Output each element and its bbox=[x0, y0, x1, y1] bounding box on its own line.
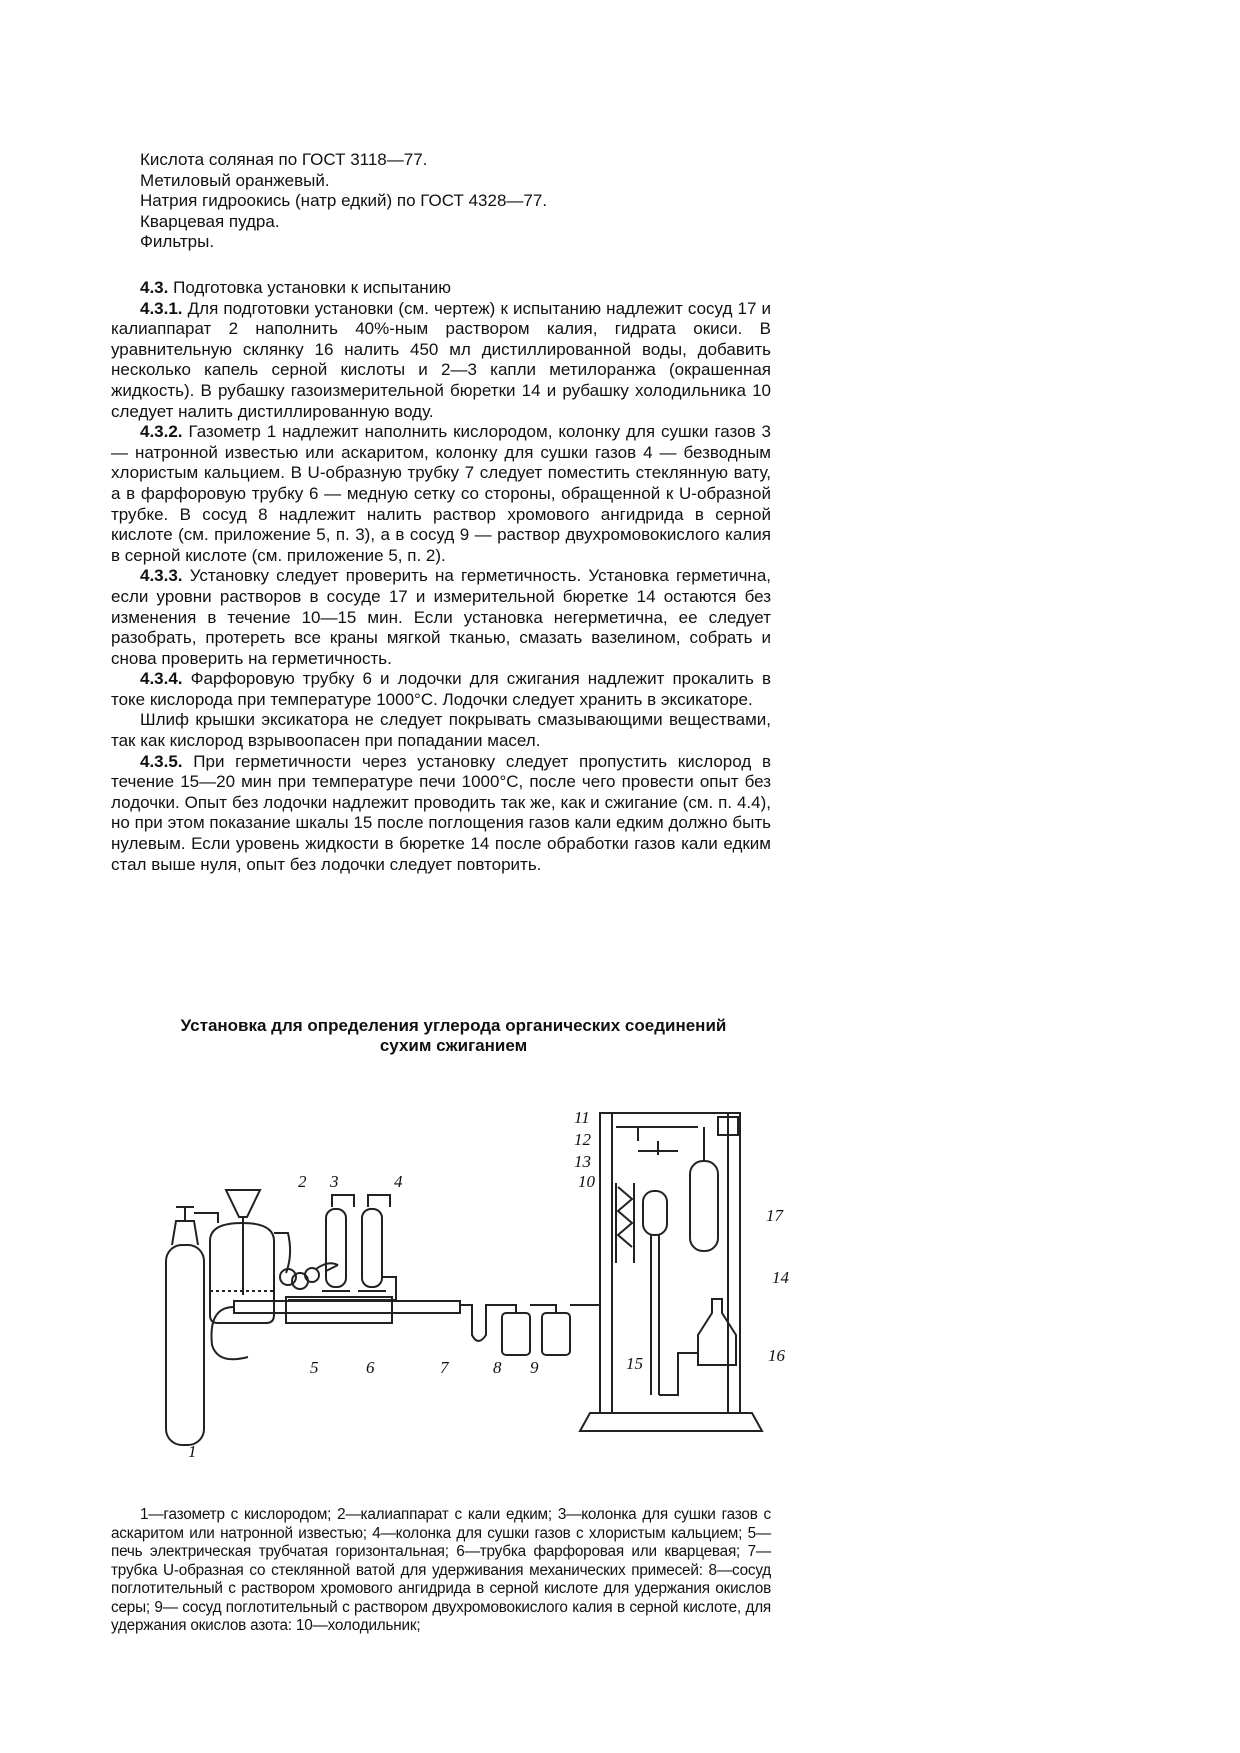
burette-stand bbox=[578, 1113, 762, 1431]
paragraph-text: При герметичности через установку следует пропустить кислород в течение 15—20 мин при температуре печи 1000°С, после чего провести опыт без лодочки. Опыт без лодочки надлежит проводить так же, как и сжигание (см. п. 4.4), но при этом показание шкалы 15 после поглощения газов кали едким должно быть нулевым. Если уровень жидкости в бюретке 14 после обработки газов кали едким стал выше нуля, опыт без лодочки следует повторить. bbox=[111, 751, 771, 874]
material-item: Натрия гидроокись (натр едкий) по ГОСТ 4328—77. bbox=[140, 191, 548, 211]
paragraph-number: 4.3.2. bbox=[140, 422, 183, 442]
label-15: 15 bbox=[626, 1354, 643, 1373]
drying-column-3 bbox=[322, 1195, 354, 1291]
paragraph-note bbox=[111, 710, 771, 751]
paragraph-number: 4.3.1. bbox=[140, 298, 183, 318]
absorber-9 bbox=[542, 1313, 570, 1355]
levelling-tube bbox=[659, 1353, 698, 1395]
section-number: 4.3. bbox=[140, 278, 169, 297]
legend-text: 1—газометр с кислородом; 2—калиаппарат с кали едким; 3—колонка для сушки газов с аскаритом или натронной известью; 4—колонка для сушки газов с хлористым кальцием; 5— печь электрическая трубчатая горизонтальная; 6—трубка фарфоровая или кварцевая; 7—трубка U-образная со стеклянной ватой для удерживания механических примесей: 8—сосуд поглотительный с раствором хромового ангидрида в серной кислоте для удержания окислов серы; 9— сосуд поглотительный с раствором двухромовокислого калия в серной кислоте, для удержания окислов азота: 10—холодильник; bbox=[111, 1506, 771, 1634]
label-4: 4 bbox=[394, 1172, 403, 1191]
paragraph-number: 4.3.4. bbox=[140, 669, 183, 689]
condenser-10 bbox=[616, 1183, 634, 1263]
paragraph-4-3-2 bbox=[111, 422, 771, 566]
label-1: 1 bbox=[188, 1442, 197, 1461]
taps-11-12-13 bbox=[616, 1127, 698, 1155]
material-item: Фильтры. bbox=[140, 232, 215, 252]
label-7: 7 bbox=[440, 1358, 449, 1377]
figure-title-line-1: Установка для определения углерода органических соединений bbox=[180, 1016, 727, 1035]
paragraph-number: 4.3.5. bbox=[140, 751, 183, 771]
levelling-bottle-16 bbox=[698, 1299, 736, 1365]
label-2: 2 bbox=[298, 1172, 307, 1191]
label-5: 5 bbox=[310, 1358, 319, 1377]
label-6: 6 bbox=[366, 1358, 375, 1377]
absorber-8 bbox=[502, 1313, 530, 1355]
u-tube-7 bbox=[460, 1305, 500, 1341]
paragraph-4-3-4 bbox=[111, 669, 771, 710]
label-14: 14 bbox=[772, 1268, 789, 1287]
potash-apparatus-2 bbox=[274, 1233, 338, 1289]
label-16: 16 bbox=[768, 1346, 785, 1365]
label-9: 9 bbox=[530, 1358, 539, 1377]
absorber-tubes bbox=[500, 1305, 578, 1313]
porcelain-tube-6 bbox=[234, 1301, 460, 1313]
oxygen-supply-tube bbox=[211, 1307, 248, 1359]
paragraph-4-3-3 bbox=[111, 566, 771, 669]
section-title: Подготовка установки к испытанию bbox=[173, 278, 451, 297]
figure-title bbox=[111, 1016, 796, 1056]
measuring-scale-15 bbox=[651, 1235, 659, 1395]
paragraph-text: Установку следует проверить на герметичность. Установка герметична, если уровни растворов в сосуде 17 и измерительной бюретке 14 остаются без изменения в течение 10—15 мин. Если установка негерметична, ее следует разобрать, протереть все краны мягкой тканью, смазать вазелином, собрать и снова проверить на герметичность. bbox=[111, 566, 771, 668]
label-10: 10 bbox=[578, 1172, 595, 1191]
label-12: 12 bbox=[574, 1130, 591, 1149]
vessel-17 bbox=[690, 1161, 718, 1251]
apparatus-diagram bbox=[138, 1095, 808, 1465]
label-8: 8 bbox=[493, 1358, 502, 1377]
paragraph-4-3-1 bbox=[111, 299, 771, 423]
gas-burette-14 bbox=[643, 1191, 667, 1235]
paragraph-number: 4.3.3. bbox=[140, 566, 183, 586]
materials-list bbox=[140, 150, 780, 253]
paragraph-text: Для подготовки установки (см. чертеж) к испытанию надлежит сосуд 17 и калиаппарат 2 наполнить 40%-ным раствором калия, гидрата окиси. В уравнительную склянку 16 налить 450 мл дистиллированной воды, добавить несколько капель серной кислоты и 2—3 капли метилоранжа (окрашенная жидкость). В рубашку газоизмерительной бюретки 14 и рубашку холодильника 10 следует налить дистиллированную воду. bbox=[111, 298, 771, 421]
paragraph-text: Фарфоровую трубку 6 и лодочки для сжигания надлежит прокалить в токе кислорода при температуре 1000°С. Лодочки следует хранить в эксикаторе. bbox=[111, 669, 771, 709]
section-heading bbox=[111, 278, 771, 299]
material-item: Метиловый оранжевый. bbox=[140, 170, 330, 190]
figure-title-line-2: сухим сжиганием bbox=[379, 1036, 528, 1055]
label-3: 3 bbox=[330, 1172, 339, 1191]
gas-meter bbox=[210, 1190, 274, 1323]
label-13: 13 bbox=[574, 1152, 591, 1171]
figure-legend bbox=[111, 1506, 771, 1636]
material-item: Кварцевая пудра. bbox=[140, 211, 280, 231]
label-17: 17 bbox=[766, 1206, 783, 1225]
label-11: 11 bbox=[574, 1108, 590, 1127]
paragraph-4-3-5 bbox=[111, 752, 771, 876]
material-item: Кислота соляная по ГОСТ 3118—77. bbox=[140, 150, 428, 169]
paragraph-text: Газометр 1 надлежит наполнить кислородом, колонку для сушки газов 3 — натронной известью или аскаритом, колонку для сушки газов 4 — безводным хлористым кальцием. В U-образную трубку 7 следует поместить стеклянную вату, а в фарфоровую трубку 6 — медную сетку со стороны, обращенной к U-образной трубке. В сосуд 8 надлежит налить раствор хромового ангидрида в серной кислоте (см. приложение 5, п. 3), а в сосуд 9 — раствор двухромовокислого калия в серной кислоте (см. приложение 5, п. 2). bbox=[111, 422, 771, 565]
paragraph-text: Шлиф крышки эксикатора не следует покрывать смазывающими веществами, так как кислород взрывоопасен при попадании масел. bbox=[111, 710, 771, 751]
section-body bbox=[111, 278, 771, 875]
